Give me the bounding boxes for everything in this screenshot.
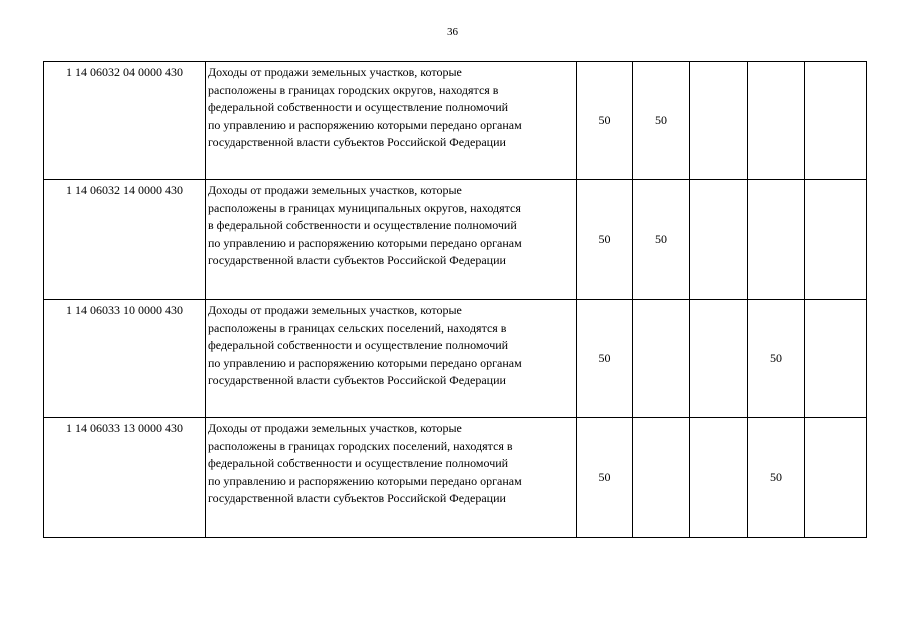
value-col-4: 50 <box>748 418 805 538</box>
revenue-name-line: по управлению и распоряжению которыми передано органам <box>208 235 522 250</box>
table-row <box>44 180 867 300</box>
revenue-name-line: по управлению и распоряжению которыми передано органам <box>208 355 522 370</box>
value-col-1: 50 <box>577 62 633 180</box>
revenue-table <box>43 61 867 538</box>
value-col-5 <box>805 180 867 300</box>
revenue-name-line: по управлению и распоряжению которыми передано органам <box>208 117 522 132</box>
budget-code: 1 14 06033 13 0000 430 <box>44 418 206 538</box>
value-col-3 <box>690 418 748 538</box>
value-col-5 <box>805 300 867 418</box>
revenue-name <box>206 180 577 300</box>
revenue-name-line: расположены в границах городских округов, находятся в <box>208 82 499 97</box>
revenue-name-line: Доходы от продажи земельных участков, которые <box>208 421 462 435</box>
revenue-name-line: расположены в границах сельских поселений, находятся в <box>208 320 507 335</box>
value-col-3 <box>690 180 748 300</box>
revenue-name-line: государственной власти субъектов Российской Федерации <box>208 253 506 267</box>
value-col-2: 50 <box>633 62 690 180</box>
revenue-name-line: Доходы от продажи земельных участков, которые <box>208 303 462 317</box>
value-col-1: 50 <box>577 180 633 300</box>
value-col-2 <box>633 300 690 418</box>
value-col-3 <box>690 300 748 418</box>
revenue-name-line: по управлению и распоряжению которыми передано органам <box>208 473 522 488</box>
table-row <box>44 62 867 180</box>
revenue-name-line: расположены в границах муниципальных округов, находятся <box>208 200 521 215</box>
revenue-name-line: государственной власти субъектов Российской Федерации <box>208 135 506 149</box>
revenue-name-line: Доходы от продажи земельных участков, которые <box>208 65 462 79</box>
budget-code: 1 14 06033 10 0000 430 <box>44 300 206 418</box>
revenue-name-line: государственной власти субъектов Российской Федерации <box>208 373 506 387</box>
value-col-1: 50 <box>577 300 633 418</box>
revenue-name <box>206 62 577 180</box>
revenue-name-line: федеральной собственности и осуществление полномочий <box>208 100 509 114</box>
value-col-4 <box>748 62 805 180</box>
value-col-1: 50 <box>577 418 633 538</box>
value-col-2: 50 <box>633 180 690 300</box>
value-col-4 <box>748 180 805 300</box>
budget-code: 1 14 06032 14 0000 430 <box>44 180 206 300</box>
value-col-4: 50 <box>748 300 805 418</box>
revenue-name-line: федеральной собственности и осуществление полномочий <box>208 338 509 352</box>
value-col-2 <box>633 418 690 538</box>
page-number: 36 <box>447 26 458 38</box>
revenue-name-line: расположены в границах городских поселений, находятся в <box>208 438 513 453</box>
value-col-3 <box>690 62 748 180</box>
revenue-name-line: федеральной собственности и осуществление полномочий <box>208 456 509 470</box>
revenue-name <box>206 300 577 418</box>
table-row <box>44 300 867 418</box>
value-col-5 <box>805 418 867 538</box>
revenue-name-line: Доходы от продажи земельных участков, которые <box>208 183 462 197</box>
revenue-name-line: государственной власти субъектов Российской Федерации <box>208 491 506 505</box>
revenue-name-line: в федеральной собственности и осуществление полномочий <box>208 218 517 232</box>
value-col-5 <box>805 62 867 180</box>
revenue-name <box>206 418 577 538</box>
table-row <box>44 418 867 538</box>
budget-code: 1 14 06032 04 0000 430 <box>44 62 206 180</box>
